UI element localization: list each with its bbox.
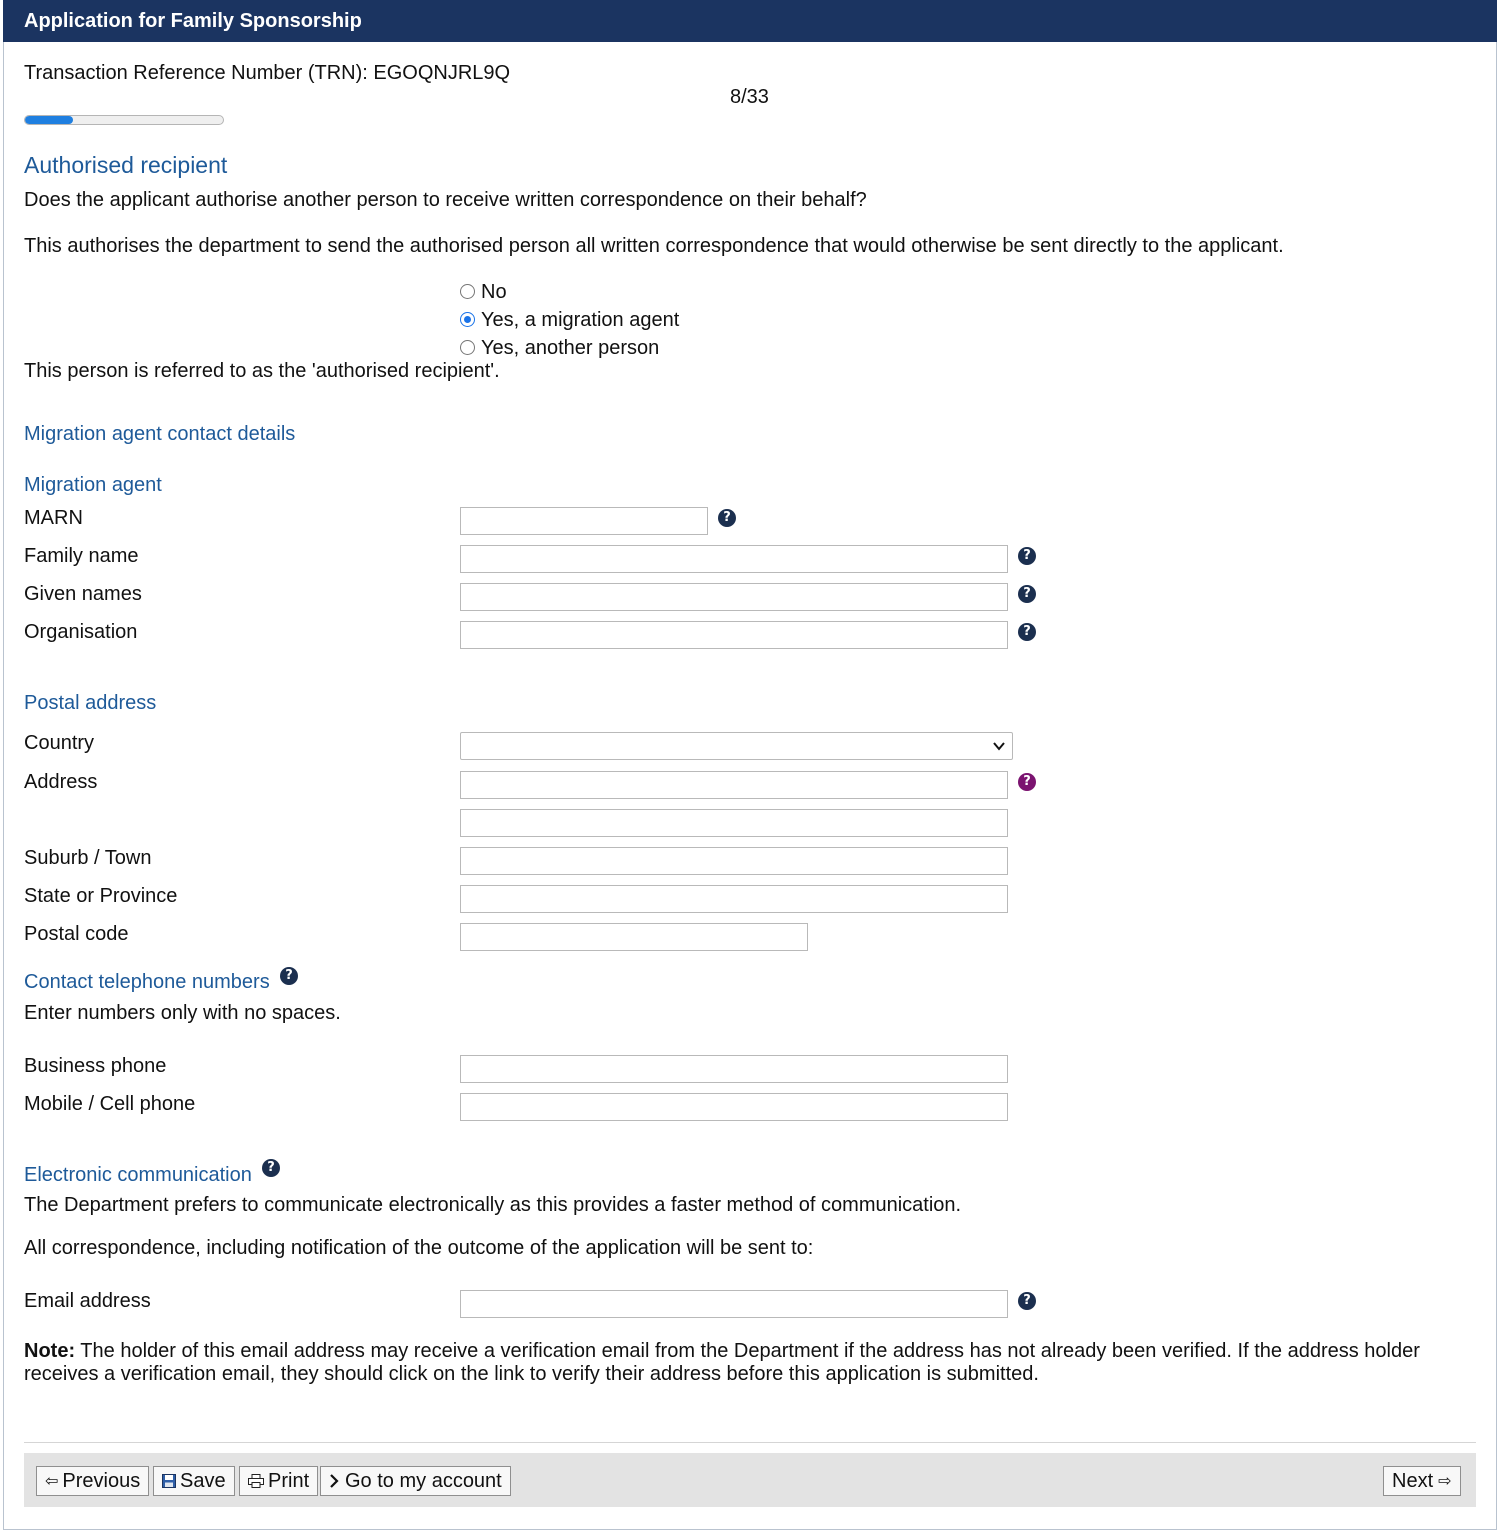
contact-phones-heading: Contact telephone numbers	[24, 971, 270, 993]
save-button-label: Save	[180, 1470, 226, 1492]
radio-no[interactable]	[460, 284, 475, 299]
postcode-input[interactable]	[460, 923, 808, 951]
business-phone-label: Business phone	[24, 1055, 167, 1077]
progress-fill	[25, 116, 73, 124]
marn-label: MARN	[24, 507, 83, 529]
organisation-label: Organisation	[24, 621, 138, 643]
chevron-down-icon	[992, 739, 1006, 753]
postal-address-heading: Postal address	[24, 692, 157, 714]
arrow-left-icon: ⇦	[45, 1473, 59, 1490]
electronic-text1: The Department prefers to communicate electronically as this provides a faster method of communication.	[24, 1194, 962, 1216]
organisation-help-icon[interactable]: ?	[1018, 623, 1036, 641]
next-button[interactable]	[1383, 1466, 1461, 1496]
country-select[interactable]	[460, 732, 1013, 760]
address-label: Address	[24, 771, 98, 793]
authorise-explanation: This authorises the department to send the authorised person all written correspondence that would otherwise be sent directly to the applicant.	[24, 235, 1284, 257]
phones-instruction: Enter numbers only with no spaces.	[24, 1002, 341, 1024]
authorised-recipient-heading: Authorised recipient	[24, 152, 228, 178]
radio-no-label[interactable]: No	[481, 281, 507, 303]
print-button-label: Print	[268, 1470, 310, 1492]
family-name-label: Family name	[24, 545, 139, 567]
state-input[interactable]	[460, 885, 1008, 913]
save-button[interactable]	[153, 1466, 235, 1496]
go-to-my-account-label: Go to my account	[345, 1470, 502, 1492]
family-name-help-icon[interactable]: ?	[1018, 547, 1036, 565]
marn-help-icon[interactable]: ?	[718, 509, 736, 527]
print-button[interactable]	[239, 1466, 318, 1496]
printer-icon	[248, 1474, 264, 1488]
next-button-label: Next	[1392, 1470, 1434, 1492]
arrow-right-icon: ⇨	[1438, 1473, 1452, 1490]
agent-subheading: Migration agent	[24, 474, 162, 496]
progress-bar	[24, 115, 224, 125]
electronic-communication-help-icon[interactable]: ?	[262, 1159, 280, 1177]
radio-another-person-label[interactable]: Yes, another person	[481, 337, 660, 359]
previous-button[interactable]	[36, 1466, 149, 1496]
business-phone-input[interactable]	[460, 1055, 1008, 1083]
radio-migration-agent[interactable]	[460, 312, 475, 327]
mobile-phone-input[interactable]	[460, 1093, 1008, 1121]
go-to-my-account-button[interactable]	[320, 1466, 511, 1496]
verification-note	[24, 1340, 1464, 1386]
suburb-label: Suburb / Town	[24, 847, 152, 869]
address-help-icon[interactable]: ?	[1018, 773, 1036, 791]
agent-section-heading: Migration agent contact details	[24, 423, 296, 445]
address-line2-input[interactable]	[460, 809, 1008, 837]
previous-button-label: Previous	[62, 1470, 141, 1492]
app-title: Application for Family Sponsorship	[3, 0, 1497, 42]
page-counter: 8/33	[730, 86, 769, 108]
electronic-text2: All correspondence, including notification of the outcome of the application will be sent to:	[24, 1237, 814, 1259]
postcode-label: Postal code	[24, 923, 129, 945]
radio-another-person[interactable]	[460, 340, 475, 355]
email-help-icon[interactable]: ?	[1018, 1292, 1036, 1310]
state-label: State or Province	[24, 885, 178, 907]
address-line1-input[interactable]	[460, 771, 1008, 799]
radio-migration-agent-label[interactable]: Yes, a migration agent	[481, 309, 680, 331]
given-names-label: Given names	[24, 583, 142, 605]
marn-input[interactable]	[460, 507, 708, 535]
family-name-input[interactable]	[460, 545, 1008, 573]
mobile-phone-label: Mobile / Cell phone	[24, 1093, 196, 1115]
organisation-input[interactable]	[460, 621, 1008, 649]
contact-phones-help-icon[interactable]: ?	[280, 967, 298, 985]
given-names-help-icon[interactable]: ?	[1018, 585, 1036, 603]
note-label: Note:	[24, 1340, 76, 1362]
note-text: The holder of this email address may receive a verification email from the Department if the address has not already been verified. If the address holder receives a verification email, they should click on the link to verify their address before this application is submitted.	[24, 1340, 1420, 1385]
suburb-input[interactable]	[460, 847, 1008, 875]
floppy-disk-icon	[162, 1474, 176, 1488]
given-names-input[interactable]	[460, 583, 1008, 611]
authorise-question: Does the applicant authorise another person to receive written correspondence on their behalf?	[24, 189, 867, 211]
chevron-right-icon	[329, 1474, 339, 1488]
electronic-communication-heading: Electronic communication	[24, 1164, 252, 1186]
authorised-footnote: This person is referred to as the 'authorised recipient'.	[24, 360, 500, 382]
email-label: Email address	[24, 1290, 151, 1312]
footer-divider	[24, 1442, 1476, 1443]
email-input[interactable]	[460, 1290, 1008, 1318]
country-label: Country	[24, 732, 95, 754]
trn-text: Transaction Reference Number (TRN): EGOQNJRL9Q	[24, 62, 511, 84]
